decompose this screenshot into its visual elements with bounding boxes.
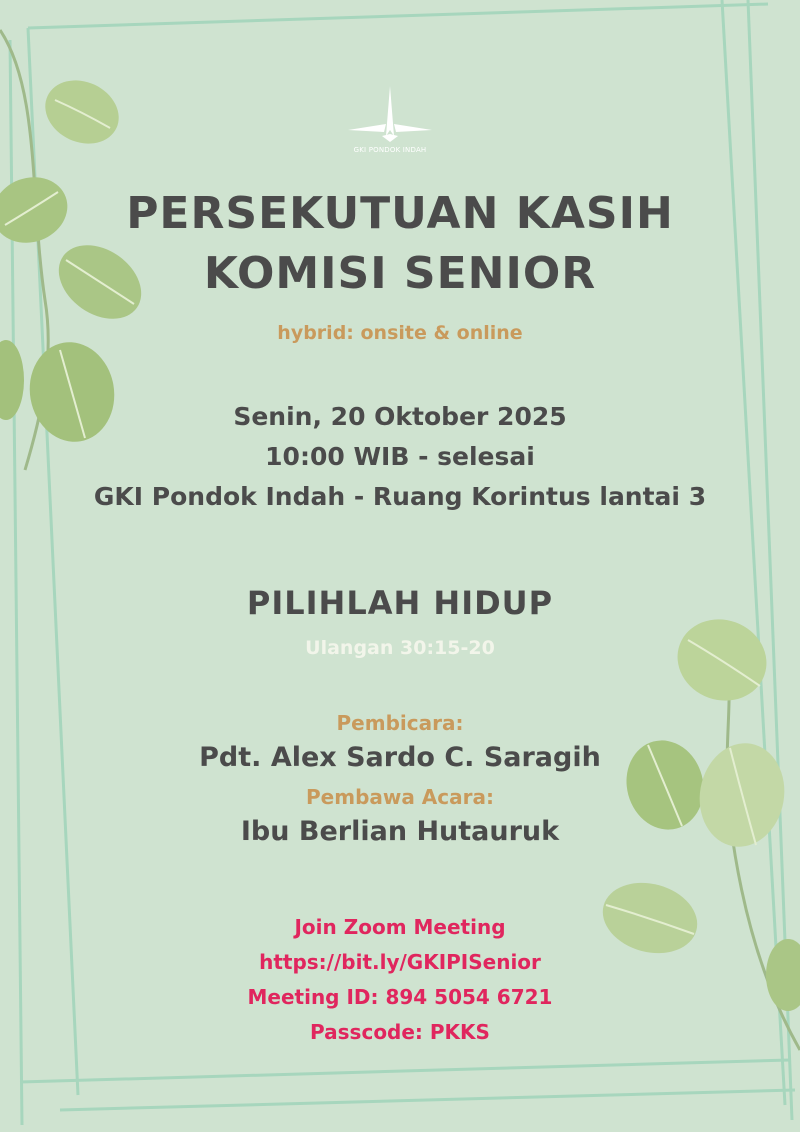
speaker-name: Pdt. Alex Sardo C. Saragih xyxy=(199,742,601,773)
zoom-link[interactable]: https://bit.ly/GKIPISenior xyxy=(259,950,541,974)
host-label: Pembawa Acara: xyxy=(306,785,494,809)
event-time: 10:00 WIB - selesai xyxy=(265,442,535,471)
event-date: Senin, 20 Oktober 2025 xyxy=(233,402,567,431)
zoom-meeting-id: Meeting ID: 894 5054 6721 xyxy=(247,985,553,1009)
event-location: GKI Pondok Indah - Ruang Korintus lantai 3 xyxy=(93,482,707,511)
church-logo xyxy=(340,84,440,154)
theme-title: PILIHLAH HIDUP xyxy=(246,584,554,622)
logo-text: GKI PONDOK INDAH xyxy=(353,146,427,154)
zoom-passcode: Passcode: PKKS xyxy=(310,1020,490,1044)
event-mode: hybrid: onsite & online xyxy=(277,322,523,344)
title-line-2: KOMISI SENIOR xyxy=(203,248,597,299)
scripture-reference: Ulangan 30:15-20 xyxy=(305,637,495,659)
church-spire-logo-icon xyxy=(340,84,440,142)
zoom-heading: Join Zoom Meeting xyxy=(294,915,506,939)
speaker-label: Pembicara: xyxy=(336,711,464,735)
host-name: Ibu Berlian Hutauruk xyxy=(240,816,560,847)
title-line-1: PERSEKUTUAN KASIH xyxy=(126,188,674,239)
